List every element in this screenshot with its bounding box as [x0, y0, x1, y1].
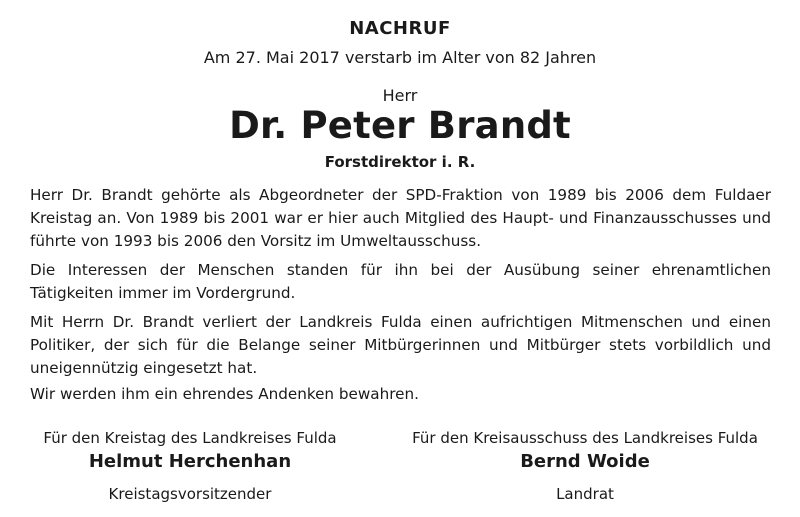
signature-kreistag [0, 427, 380, 505]
signature-title: Landrat [556, 485, 614, 503]
paragraph-career: Herr Dr. Brandt gehörte als Abgeordneter der SPD-Fraktion von 1989 bis 2006 dem Fuldaer Kreistag an. Von 1989 bis 2001 war er hier auch Mitglied des Haupt- und Finanzausschusses und führte von 1993 bis 2006 den Vorsitz im Umweltausschuss. [30, 186, 771, 250]
paragraph-remembrance: Wir werden ihm ein ehrendes Andenken bewahren. [30, 385, 419, 403]
signature-kreisausschuss [385, 427, 785, 505]
honorific: Herr [382, 86, 418, 105]
signature-name: Bernd Woide [520, 451, 650, 472]
signature-name: Helmut Herchenhan [88, 451, 292, 472]
notice-title: NACHRUF [349, 18, 451, 39]
intro-line: Am 27. Mai 2017 verstarb im Alter von 82 Jahren [203, 48, 597, 67]
signature-title: Kreistagsvorsitzender [108, 485, 272, 503]
paragraph-tribute: Mit Herrn Dr. Brandt verliert der Landkreis Fulda einen aufrichtigen Mitmenschen und einen Politiker, der sich für die Belange seiner Mitbürgerinnen und Mitbürger stets vorbildlich und uneigennützig eingesetzt hat. [30, 313, 771, 377]
deceased-name: Dr. Peter Brandt [229, 104, 571, 147]
deceased-role: Forstdirektor i. R. [324, 153, 476, 171]
signature-org: Für den Kreistag des Landkreises Fulda [43, 429, 337, 447]
paragraph-interests: Die Interessen der Menschen standen für ihn bei der Ausübung seiner ehrenamtlichen Tätigkeiten immer im Vordergrund. [30, 261, 771, 302]
signature-org: Für den Kreisausschuss des Landkreises Fulda [412, 429, 758, 447]
